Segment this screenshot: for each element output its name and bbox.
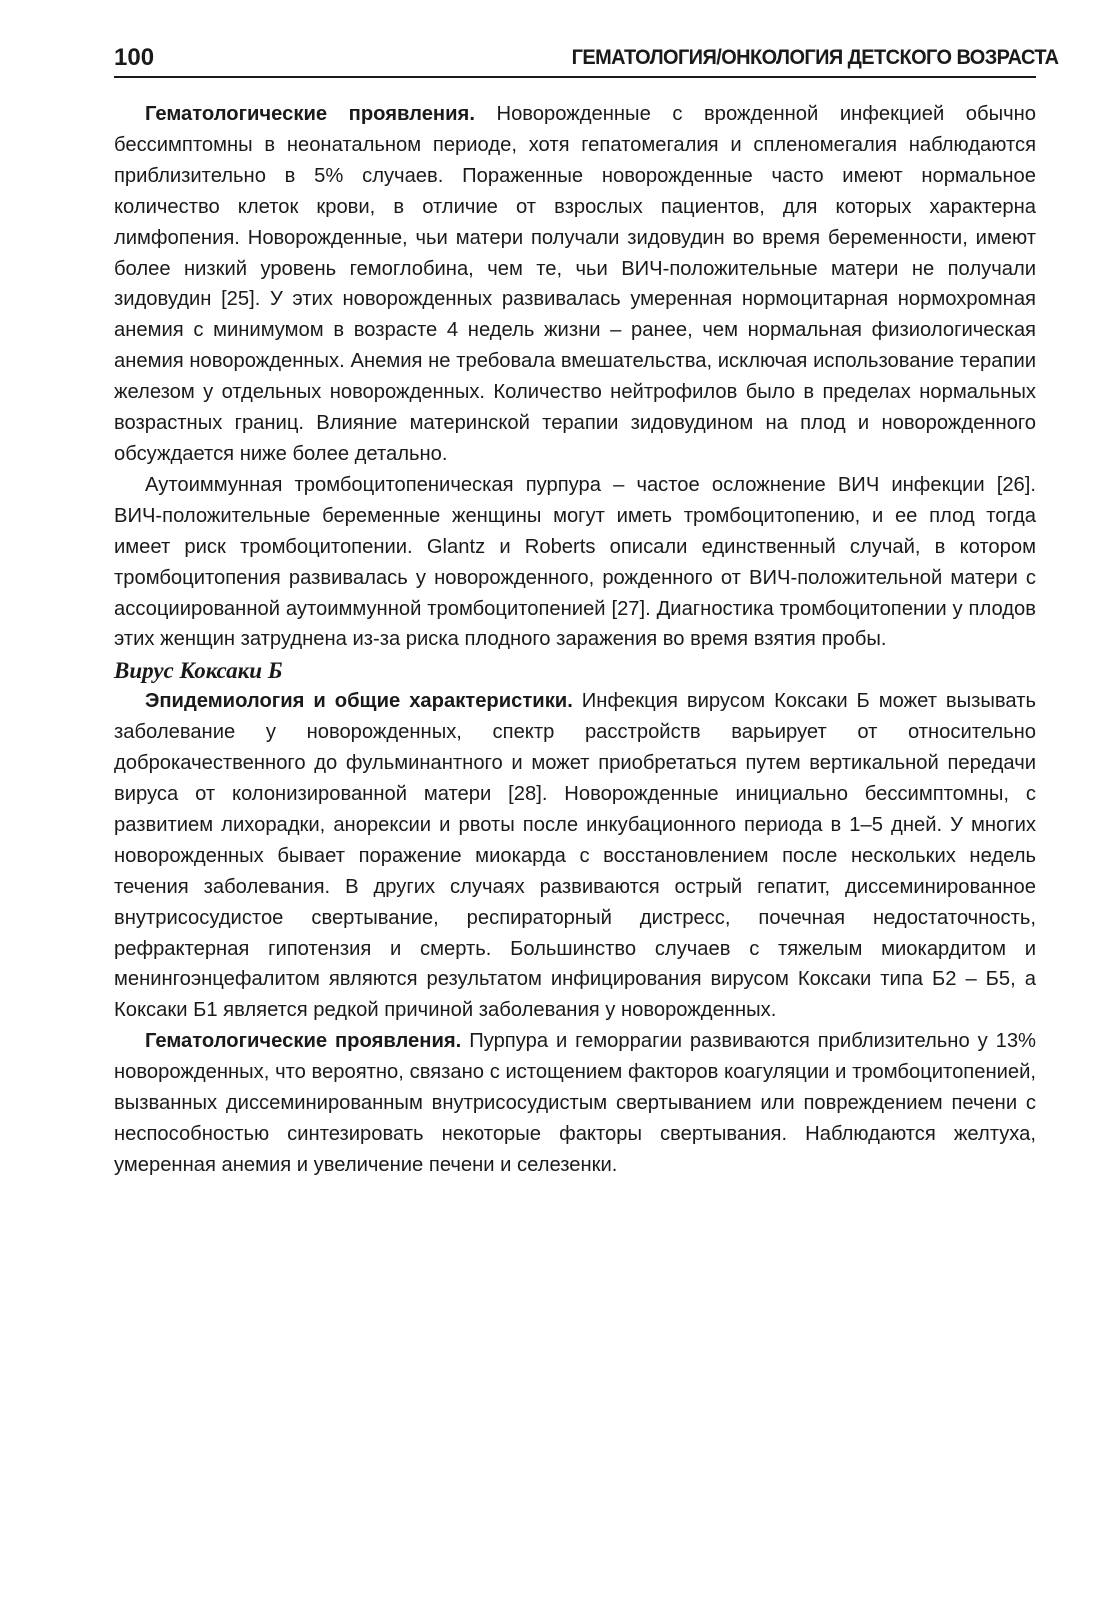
paragraph-lead: Гематологические проявления.: [145, 103, 475, 125]
paragraph-lead: Гематологические проявления.: [145, 1030, 462, 1053]
paragraph-text: Аутоиммунная тромбоцитопеническая пурпура – частое осложнение ВИЧ инфекции [26]. ВИЧ-положительные беременные женщины могут иметь тромбоцитопению, и ее плод тогда имеет риск тромбоцитопении. Glantz и Roberts описали единственный случай, в котором тромбоцитопения развивалась у новорожденного, рожденного от ВИЧ-положительной матери с ассоциированной аутоиммунной тромбоцитопенией [27]. Диагностика тромбоцитопении у плодов этих женщин затруднена из-за риска плодного заражения во время взятия пробы.: [114, 473, 1036, 651]
paragraph: [114, 99, 1036, 470]
paragraph: [114, 1026, 1036, 1181]
paragraph-text: Пурпура и геморрагии развиваются приблизительно у 13% новорожденных, что вероятно, связано с истощением факторов коагуляции и тромбоцитопенией, вызванных диссеминированным внутрисосудистым свертыванием или повреждением печени с неспособностью синтезировать некоторые факторы свертывания. Наблюдаются желтуха, умеренная анемия и увеличение печени и селезенки.: [114, 1030, 1036, 1176]
body-text: [114, 99, 1036, 1181]
running-head: ГЕМАТОЛОГИЯ/ОНКОЛОГИЯ ДЕТСКОГО ВОЗРАСТА: [572, 46, 1059, 69]
page-number: 100: [114, 44, 155, 71]
paragraph: [114, 686, 1036, 1026]
section-heading: Вирус Коксаки Б: [114, 658, 283, 684]
paragraph: [114, 470, 1036, 655]
page-header: [114, 40, 1059, 76]
paragraph-text: Инфекция вирусом Коксаки Б может вызывать заболевание у новорожденных, спектр расстройств варьирует от относительно доброкачественного до фульминантного и может приобретаться путем вертикальной передачи вируса от колонизированной матери [28]. Новорожденные инициально бессимптомны, с развитием лихорадки, анорексии и рвоты после инкубационного периода в 1–5 дней. У многих новорожденных бывает поражение миокарда с восстановлением после нескольких недель течения заболевания. В других случаях развиваются острый гепатит, диссеминированное внутрисосудистое свертывание, респираторный дистресс, почечная недостаточность, рефрактерная гипотензия и смерть. Большинство случаев с тяжелым миокардитом и менингоэнцефалитом являются результатом инфицирования вирусом Коксаки типа Б2 – Б5, а Коксаки Б1 является редкой причиной заболевания у новорожденных.: [114, 690, 1036, 1022]
paragraph-text: Новорожденные с врожденной инфекцией обычно бессимптомны в неонатальном периоде, хотя гепатомегалия и спленомегалия наблюдаются приблизительно в 5% случаев. Пораженные новорожденные часто имеют нормальное количество клеток крови, в отличие от взрослых пациентов, для которых характерна лимфопения. Новорожденные, чьи матери получали зидовудин во время беременности, имеют более низкий уровень гемоглобина, чем те, чьи ВИЧ-положительные матери не получали зидовудин [25]. У этих новорожденных развивалась умеренная нормоцитарная нормохромная анемия с минимумом в возрасте 4 недель жизни – ранее, чем нормальная физиологическая анемия новорожденных. Анемия не требовала вмешательства, исключая использование терапии железом у отдельных новорожденных. Количество нейтрофилов было в пределах нормальных возрастных границ. Влияние материнской терапии зидовудином на плод и новорожденного обсуждается ниже более детально.: [114, 103, 1036, 465]
paragraph-lead: Эпидемиология и общие характеристики.: [145, 690, 573, 713]
header-rule: [114, 76, 1036, 78]
